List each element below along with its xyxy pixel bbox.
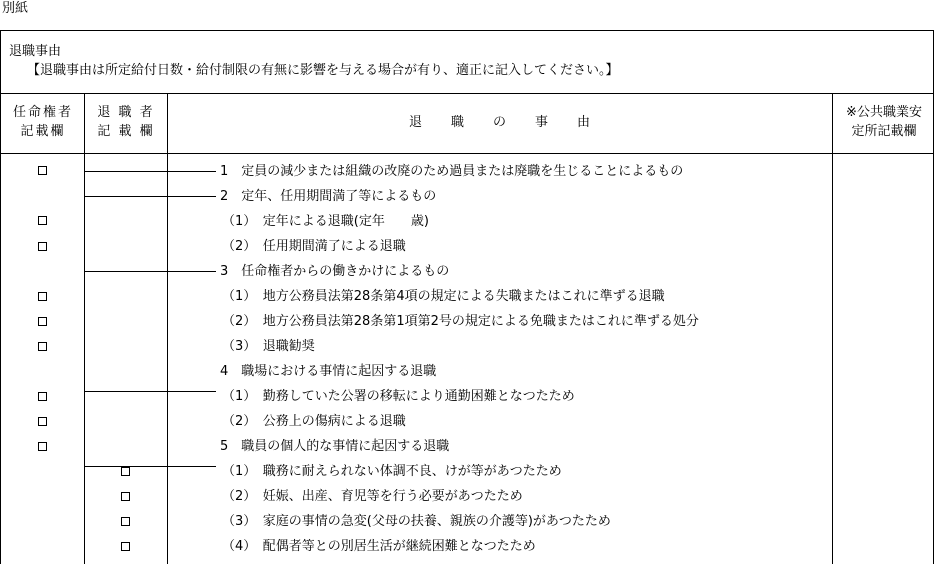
reason-r5-1: （1） 職務に耐えられない体調不良、けが等があつたため bbox=[222, 464, 562, 479]
connector-line bbox=[84, 171, 216, 172]
column-divider-2 bbox=[167, 93, 168, 564]
appointer-checkbox-r3-1[interactable] bbox=[38, 292, 47, 301]
column-divider-1 bbox=[84, 93, 85, 564]
reason-r3-1: （1） 地方公務員法第28条第4項の規定による失職またはこれに準ずる退職 bbox=[222, 289, 665, 304]
page-label: 別紙 bbox=[2, 1, 29, 16]
header-office bbox=[834, 105, 934, 140]
reason-r1: 1 定員の減少または組織の改廃のため過員または廃職を生じることによるもの bbox=[220, 164, 684, 179]
connector-line bbox=[84, 196, 216, 197]
reason-r4-2: （2） 公務上の傷病による退職 bbox=[222, 414, 406, 429]
column-divider-3 bbox=[832, 93, 833, 564]
header-retiree bbox=[85, 105, 167, 140]
appointer-checkbox-r2-2[interactable] bbox=[38, 242, 47, 251]
reason-r5-2: （2） 妊娠、出産、育児等を行う必要があつたため bbox=[222, 489, 523, 504]
appointer-checkbox-r3-2[interactable] bbox=[38, 317, 47, 326]
header-office-line2: 定所記載欄 bbox=[851, 124, 917, 139]
header-bottom-border bbox=[0, 153, 934, 154]
section-title: 退職事由 bbox=[9, 44, 62, 59]
reason-r5-4: （4） 配偶者等との別居生活が継続困難となつたため bbox=[222, 539, 536, 554]
reason-r3-3: （3） 退職勧奨 bbox=[222, 339, 315, 354]
retiree-checkbox-r5-2[interactable] bbox=[121, 492, 130, 501]
header-appointer-line2: 記載欄 bbox=[20, 124, 66, 139]
section-note: 【退職事由は所定給付日数・給付制限の有無に影響を与える場合が有り、適正に記入してください。】 bbox=[27, 63, 619, 78]
retiree-checkbox-r5-1[interactable] bbox=[121, 467, 130, 476]
appointer-checkbox-r4-2[interactable] bbox=[38, 417, 47, 426]
reason-r2: 2 定年、任用期間満了等によるもの bbox=[220, 189, 437, 204]
appointer-checkbox-r1[interactable] bbox=[38, 166, 47, 175]
connector-line bbox=[84, 391, 216, 392]
reason-r4-1: （1） 勤務していた公署の移転により通勤困難となつたため bbox=[222, 389, 575, 404]
header-appointer-line1: 任命権者 bbox=[12, 105, 73, 120]
retiree-checkbox-r5-4[interactable] bbox=[121, 542, 130, 551]
reason-r2-2: （2） 任用期間満了による退職 bbox=[222, 239, 406, 254]
appointer-checkbox-r3-3[interactable] bbox=[38, 342, 47, 351]
appointer-checkbox-r2-1[interactable] bbox=[38, 216, 47, 225]
reason-r2-1: （1） 定年による退職(定年 歳) bbox=[222, 214, 429, 229]
reason-r5-3: （3） 家庭の事情の急変(父母の扶養、親族の介護等)があつたため bbox=[222, 514, 611, 529]
reason-r3: 3 任命権者からの働きかけによるもの bbox=[220, 264, 450, 279]
header-office-line1: ※公共職業安 bbox=[846, 105, 922, 120]
reason-r3-2: （2） 地方公務員法第28条第1項第2号の規定による免職またはこれに準ずる処分 bbox=[222, 314, 699, 329]
table-top-border bbox=[0, 30, 934, 31]
header-reason: 退 職 の 事 由 bbox=[408, 115, 591, 130]
header-top-border bbox=[0, 93, 934, 94]
connector-line bbox=[84, 271, 216, 272]
appointer-checkbox-r5[interactable] bbox=[38, 442, 47, 451]
header-appointer bbox=[2, 105, 84, 140]
reason-r5: 5 職員の個人的な事情に起因する退職 bbox=[220, 439, 450, 454]
reason-r4: 4 職場における事情に起因する退職 bbox=[220, 364, 437, 379]
header-retiree-line1: 退 職 者 bbox=[97, 105, 155, 120]
table-left-border bbox=[0, 30, 1, 564]
connector-line bbox=[84, 466, 216, 467]
header-retiree-line2: 記 載 欄 bbox=[97, 124, 155, 139]
retiree-checkbox-r5-3[interactable] bbox=[121, 517, 130, 526]
appointer-checkbox-r4-1[interactable] bbox=[38, 392, 47, 401]
